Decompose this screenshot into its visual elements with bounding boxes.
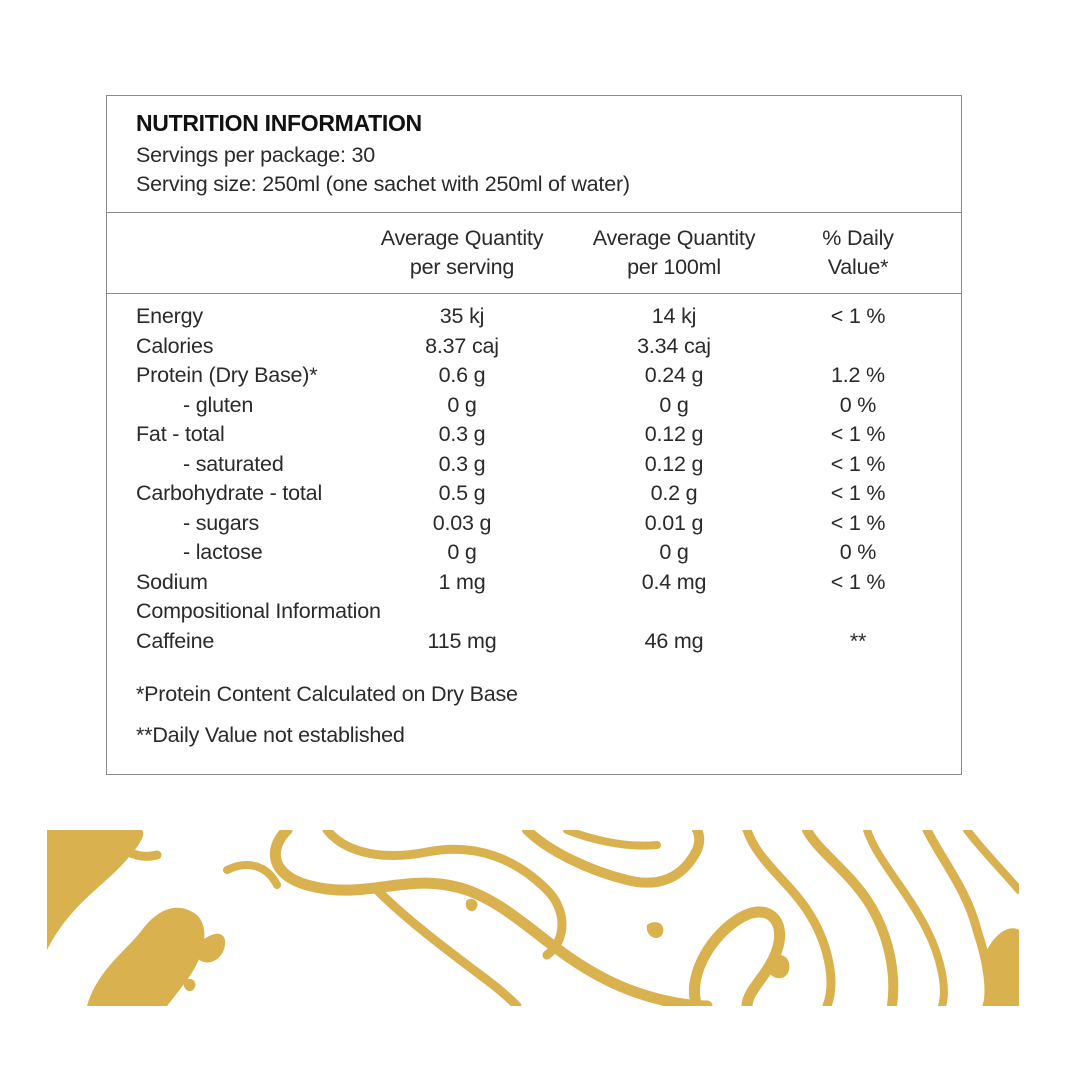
table-row	[107, 481, 961, 511]
value-per-serving: 0.3 g	[438, 451, 486, 476]
value-per-serving: 0.03 g	[432, 510, 492, 535]
value-daily: < 1 %	[830, 510, 886, 535]
value-per-100ml: 14 kj	[651, 304, 697, 328]
footnote-protein: *Protein Content Calculated on Dry Base	[136, 682, 518, 706]
table-row	[107, 393, 961, 423]
value-per-serving: 1 mg	[438, 569, 486, 594]
nutrient-rows	[107, 304, 961, 658]
value-per-100ml: 0.4 mg	[641, 569, 707, 594]
value-per-100ml: 46 mg	[644, 628, 704, 653]
value-daily: < 1 %	[830, 422, 886, 446]
value-daily: 0 %	[839, 540, 877, 564]
value-daily: 0 %	[839, 392, 877, 417]
nutrition-header	[107, 96, 961, 213]
value-per-100ml: 0.12 g	[644, 451, 704, 476]
nutrient-label: - sugars	[183, 510, 260, 535]
value-daily: **	[849, 628, 867, 653]
value-per-100ml: 0.01 g	[644, 510, 704, 535]
nutrient-label: - gluten	[183, 392, 254, 417]
nutrient-label: Compositional Information	[136, 599, 381, 623]
table-row	[107, 452, 961, 482]
value-daily: < 1 %	[830, 481, 886, 505]
value-per-100ml: 0.12 g	[644, 422, 704, 446]
value-per-serving: 0.6 g	[438, 363, 486, 387]
table-row	[107, 422, 961, 452]
value-daily: 1.2 %	[831, 363, 885, 387]
nutrition-panel	[106, 95, 962, 775]
value-daily: < 1 %	[830, 569, 886, 594]
panel-title: NUTRITION INFORMATION	[136, 110, 422, 136]
nutrient-label: Calories	[136, 333, 214, 358]
nutrient-label: - lactose	[183, 540, 263, 564]
servings-per-package: Servings per package: 30	[136, 143, 376, 167]
table-row	[107, 629, 961, 659]
value-per-100ml: 3.34 caj	[637, 333, 711, 358]
table-row	[107, 304, 961, 334]
value-per-serving: 0 g	[447, 540, 477, 564]
value-daily: < 1 %	[830, 304, 886, 328]
table-row	[107, 540, 961, 570]
nutrient-label: Protein (Dry Base)*	[136, 363, 318, 387]
column-header-daily-value: % Daily Value*	[822, 226, 894, 279]
value-per-100ml: 0 g	[659, 540, 689, 564]
column-header-per-serving: Average Quantity per serving	[380, 226, 544, 279]
header-divider	[107, 293, 961, 294]
nutrient-label: Sodium	[136, 569, 208, 594]
table-row	[107, 511, 961, 541]
footnote-daily-value: **Daily Value not established	[136, 723, 405, 747]
value-daily: < 1 %	[830, 451, 886, 476]
nutrient-label: - saturated	[183, 451, 284, 476]
gold-marble-swirl-pattern	[47, 830, 1019, 1006]
value-per-serving: 115 mg	[427, 628, 497, 653]
value-per-serving: 0 g	[447, 392, 477, 417]
table-row	[107, 570, 961, 600]
serving-size: Serving size: 250ml (one sachet with 250ml of water)	[136, 172, 630, 196]
table-row	[107, 599, 961, 629]
nutrient-label: Carbohydrate - total	[136, 481, 323, 505]
nutrient-label: Energy	[136, 304, 203, 328]
column-header-per-100ml: Average Quantity per 100ml	[592, 226, 756, 279]
value-per-100ml: 0.2 g	[650, 481, 698, 505]
table-row	[107, 363, 961, 393]
value-per-serving: 35 kj	[439, 304, 485, 328]
swirl-graphic	[47, 830, 1019, 1006]
value-per-100ml: 0.24 g	[644, 363, 704, 387]
value-per-100ml: 0 g	[659, 392, 689, 417]
nutrient-label: Caffeine	[136, 628, 215, 653]
nutrient-label: Fat - total	[136, 422, 225, 446]
value-per-serving: 8.37 caj	[425, 333, 499, 358]
value-per-serving: 0.3 g	[438, 422, 486, 446]
table-row	[107, 334, 961, 364]
value-per-serving: 0.5 g	[438, 481, 486, 505]
